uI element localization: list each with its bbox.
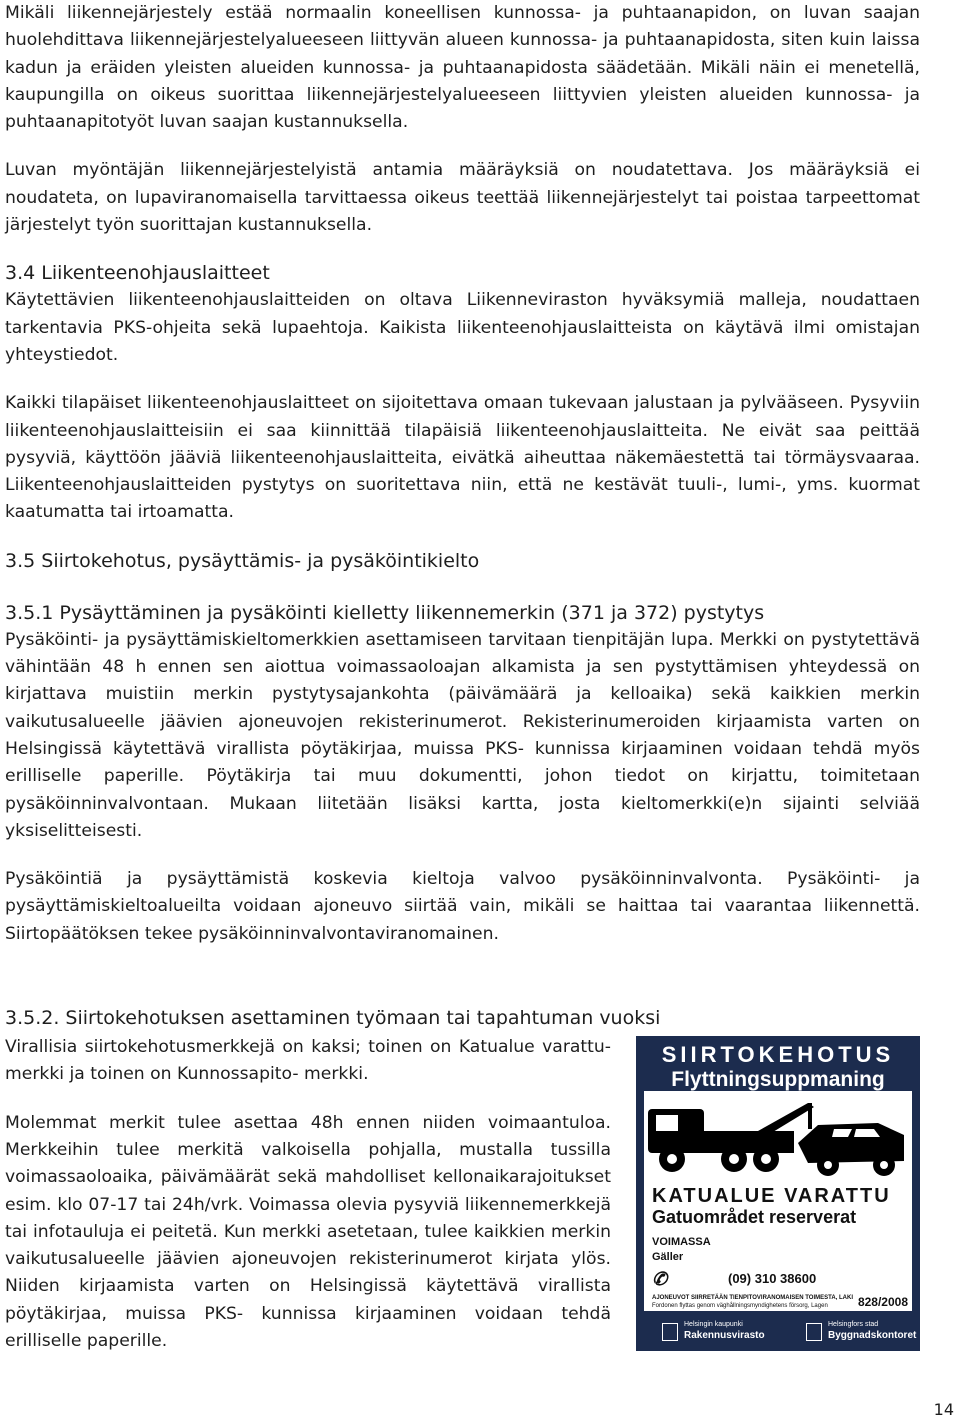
paragraph-3-5-1-permit: Pysäköinti- ja pysäyttämiskieltomerkkien asettamiseen tarvitaan tienpitäjän lupa. Merkki on pystytettävä vähintään 48 h ennen sen aiottua voimassaoloajan alkamista ja sen pystyttämisen yhteydessä on kirjattava muistiin merkin pystytysajankohta (päivämäärä ja kelloaika) sekä kaikkien merkin vaikutusalueelle jäävien ajoneuvojen rekisterinumerot. Rekisterinumeroiden kirjaamista varten on Helsingissä käytettävä virallista pöytäkirjaa, muissa PKS- kunnissa kirjaaminen voidaan tehdä myös erilliselle paperille. Pöytäkirja tai muu dokumentti, johon tiedot on kirjattu, toimitetaan pysäköinninvalvontaan. Mukaan liitetään lisäksi kartta, josta kieltomerkki(e)n sijainti selviää yksiselitteisesti. bbox=[5, 629, 920, 841]
telephone-icon: ✆ bbox=[652, 1269, 668, 1290]
sign-org-sv-city: Helsingfors stad bbox=[828, 1321, 879, 1329]
sign-org-fi-city: Helsingin kaupunki bbox=[684, 1321, 743, 1329]
page-number: 14 bbox=[933, 1400, 954, 1419]
sign-notice-fi: AJONEUVOT SIIRRETÄÄN TIENPITOVIRANOMAISEN TOIMESTA, LAKI bbox=[652, 1295, 854, 1302]
sign-org-sv-dept: Byggnadskontoret bbox=[828, 1330, 917, 1342]
heading-3-4: 3.4 Liikenteenohjauslaitteet bbox=[5, 262, 270, 285]
sign-katualue-fi: KATUALUE VARATTU bbox=[652, 1185, 891, 1208]
sign-white-panel bbox=[644, 1091, 912, 1311]
sign-notice-sv: Fordonen flyttas genom väghållningsmyndighetens försorg, Lagen bbox=[652, 1303, 828, 1310]
paragraph-3-5-1-enforcement: Pysäköintiä ja pysäyttämistä koskevia kieltoja valvoo pysäköinninvalvonta. Pysäköinti- ja pysäyttämiskieltoalueilta voidaan ajoneuvo siirtää vain, mikäli se haittaa tai vaarantaa liikennettä. Siirtopäätöksen tekee pysäköinninvalvontaviranomainen. bbox=[5, 869, 920, 944]
sign-katualue-sv: Gatuområdet reserverat bbox=[652, 1207, 857, 1228]
paragraph-3-5-2-placement: Molemmat merkit tulee asettaa 48h ennen niiden voimaantuloa. Merkkeihin tulee merkitä valkoisella pohjalla, mustalla tussilla voimassaoloaika, päivämäärät sekä mahdolliset kellonaikarajoitukset esim. klo 07-17 tai 24h/vrk. Voimassa olevia pysyviä liikennemerkkejä tai infotauluja ei peitetä. Kun merkki asetetaan, tulee kaikkien merkin vaikutusalueelle jäävien ajoneuvojen rekisterinumerot kirjata ylös. Niiden kirjaamista varten on Helsingissä käytettävä virallista pöytäkirjaa, muissa PKS- kunnissa kirjaaminen voidaan tehdä erilliselle paperille. bbox=[5, 1112, 611, 1351]
sign-voimassa-sv: Gäller bbox=[652, 1251, 684, 1264]
paragraph-3-5-2-signs: Virallisia siirtokehotusmerkkejä on kaksi; toinen on Katualue varattu- merkki ja toinen on Kunnossapito- merkki. bbox=[5, 1037, 611, 1085]
section-3-5-2-text bbox=[5, 1034, 611, 1355]
sign-title-sv: Flyttningsuppmaning bbox=[671, 1068, 885, 1092]
heading-3-5-1: 3.5.1 Pysäyttäminen ja pysäköinti kielletty liikennemerkin (371 ja 372) pystytys bbox=[5, 601, 765, 624]
heading-3-5-2: 3.5.2. Siirtokehotuksen asettaminen työmaan tai tapahtuman vuoksi bbox=[5, 1007, 661, 1030]
siirtokehotus-sign-image bbox=[636, 1036, 920, 1351]
document-page bbox=[5, 0, 920, 1355]
paragraph-maintenance: Mikäli liikennejärjestely estää normaalin koneellisen kunnossa- ja puhtaanapidon, on luvan saajan huolehdittava liikennejärjestelyalueeseen liittyvän alueen kunnossa- ja puhtaanapidosta, siten kuin laissa kadun ja eräiden yleisten alueiden kunnossa- ja puhtaanapidosta säädetään. Mikäli näin ei menetellä, kaupungilla on oikeus suorittaa liikennejärjestelyalueeseen liittyvien yleisten alueiden kunnossa- ja puhtaanapitotyöt luvan saajan kustannuksella. bbox=[5, 3, 920, 133]
heading-3-5: 3.5 Siirtokehotus, pysäyttämis- ja pysäköintikielto bbox=[5, 549, 480, 572]
helsinki-crest-icon bbox=[662, 1323, 678, 1341]
sign-voimassa-fi: VOIMASSA bbox=[652, 1236, 711, 1249]
sign-title-fi: SIIRTOKEHOTUS bbox=[661, 1042, 895, 1068]
sign-footer bbox=[636, 1313, 920, 1351]
paragraph-3-4-devices: Käytettävien liikenteenohjauslaitteiden on oltava Liikenneviraston hyväksymiä malleja, noudattaen tarkentavia PKS-ohjeita sekä lupaehtoja. Kaikista liikenteenohjauslaitteista on käytävä ilmi omistajan yhteystiedot. bbox=[5, 290, 920, 365]
paragraph-orders: Luvan myöntäjän liikennejärjestelyistä antamia määräyksiä on noudatettava. Jos määräyksiä ei noudateta, on lupaviranomaisella tarvittaessa oikeus teettää liikennejärjestelyt tai poistaa tarpeettomat järjestelyt työn suorittajan kustannuksella. bbox=[5, 160, 920, 236]
sign-law-number: 828/2008 bbox=[857, 1295, 908, 1310]
sign-phone-number: (09) 310 38600 bbox=[728, 1271, 817, 1287]
tow-truck-icon bbox=[648, 1095, 908, 1177]
sign-org-fi-dept: Rakennusvirasto bbox=[684, 1330, 765, 1342]
section-3-5-2-body bbox=[5, 1034, 920, 1355]
helsinki-crest-icon bbox=[806, 1323, 822, 1341]
paragraph-3-4-temporary: Kaikki tilapäiset liikenteenohjauslaitteet on sijoitettava omaan tukevaan jalustaan ja pylvääseen. Pysyviin liikenteenohjauslaitteisiin ei saa kiinnittää tilapäisiä liikenteenohjauslaitteita. Ne eivät saa peittää pysyviä, käyttöön jääviä liikenteenohjauslaitteita, eivätkä aiheuttaa näkemäestettä tai törmäysvaaraa. Liikenteenohjauslaitteiden pystytys on suoritettava niin, että ne kestävät tuuli-, lumi-, yms. kuormat kaatumatta tai irtoamatta. bbox=[5, 393, 920, 523]
